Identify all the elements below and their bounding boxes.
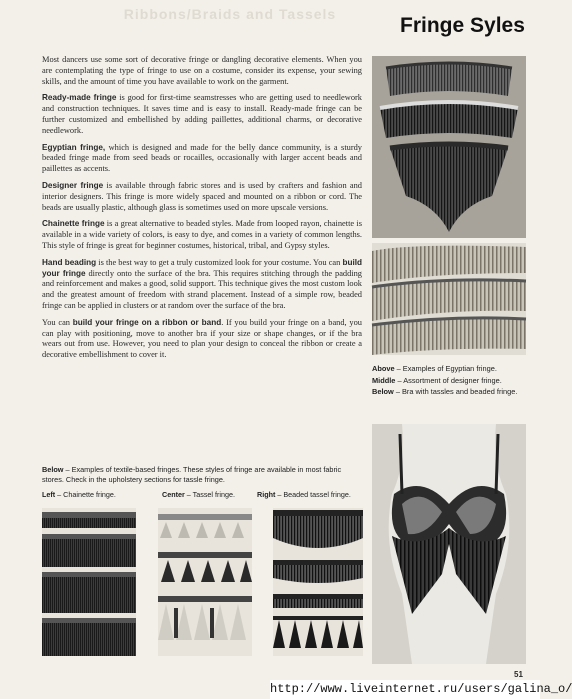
designer-fringe-photo bbox=[372, 243, 526, 355]
ribbon-paragraph: You can build your fringe on a ribbon or band. If you build your fringe on a band, you can play with positioning, move to another bra if your size or shape changes, or if the bra wears out from use. However, you need to plan your design to conceal the ribbon or create a decorative embellishment to cover it. bbox=[42, 317, 362, 360]
bra-mannequin-photo bbox=[372, 424, 526, 664]
caption-below: Below – Bra with tassles and beaded fringe. bbox=[372, 387, 518, 396]
photo-captions bbox=[372, 363, 532, 398]
bottom-caption: Below – Examples of textile-based fringes. These styles of fringe are available in most fabric stores. Check in the upholstery sections for tassle fringe. bbox=[42, 465, 342, 484]
page-number: 51 bbox=[514, 670, 523, 679]
caption-above: Above – Examples of Egyptian fringe. bbox=[372, 364, 497, 373]
source-url[interactable]: http://www.liveinternet.ru/users/galina_o/ bbox=[270, 680, 540, 699]
bleed-through-heading: Ribbons/Braids and Tassels bbox=[123, 6, 337, 22]
designer-paragraph: Designer fringe is available through fabric stores and is used by crafters and fashion and interior designers. This fringe is more widely spaced and mounted on a ribbon or cord. The beads are usually plastic, although glass is sometimes used on more upscale versions. bbox=[42, 180, 362, 212]
intro-paragraph: Most dancers use some sort of decorative fringe or dangling decorative elements. When you are contemplating the type of fringe to use on a costume, consider its expense, your sewing skills, and the amount of time you have available to work on the garment. bbox=[42, 55, 362, 86]
term-egyptian: Egyptian fringe, bbox=[42, 142, 106, 152]
egyptian-paragraph: Egyptian fringe, which is designed and made for the belly dance community, is a sturdy beaded fringe made from seed beads or rocailles, occasionally with larger accent beads and paillettes as accents. bbox=[42, 142, 362, 174]
term-chainette: Chainette fringe bbox=[42, 219, 105, 229]
main-text-column bbox=[42, 55, 362, 367]
caption-left: Left – Chainette fringe. bbox=[42, 490, 116, 499]
term-designer: Designer fringe bbox=[42, 180, 104, 190]
hand-beading-paragraph: Hand beading is the best way to get a truly customized look for your costume. You can build your fringe directly onto the surface of the bra. This requires stitching through the padding and reinforcement and makes a good, solid support. This technique gives the most custom look and the greatest amount of freedom with strand placement. Instead of a simple row, beaded fringe can be applied in clusters or at random over the surface of the bra. bbox=[42, 257, 362, 310]
caption-center: Center – Tassel fringe. bbox=[162, 490, 235, 499]
term-ready-made: Ready-made fringe bbox=[42, 93, 117, 103]
egyptian-fringe-photo bbox=[372, 56, 526, 238]
chainette-paragraph: Chainette fringe is a great alternative to beaded styles. Made from looped rayon, chainette is available in a wide variety of colors, is easy to dye, and comes in a variety of common lengths. This style of fringe is great for beginner costumes, historical, tribal, and Gypsy styles. bbox=[42, 219, 362, 250]
tassel-fringe-swatch bbox=[158, 508, 252, 656]
beaded-tassel-fringe-swatch bbox=[273, 508, 363, 656]
caption-right: Right – Beaded tassel fringe. bbox=[257, 490, 351, 499]
term-hand-beading: Hand beading bbox=[42, 257, 97, 267]
page-title: Fringe Syles bbox=[400, 14, 525, 37]
caption-middle: Middle – Assortment of designer fringe. bbox=[372, 375, 502, 385]
ready-made-paragraph: Ready-made fringe is good for first-time seamstresses who are getting used to needlework and construction techniques. It saves time and is easy to install. Ready-made fringe can be further customized and embellished by adding paillettes, additional charms, or decorative needlework. bbox=[42, 93, 362, 135]
chainette-fringe-swatch bbox=[42, 508, 136, 656]
